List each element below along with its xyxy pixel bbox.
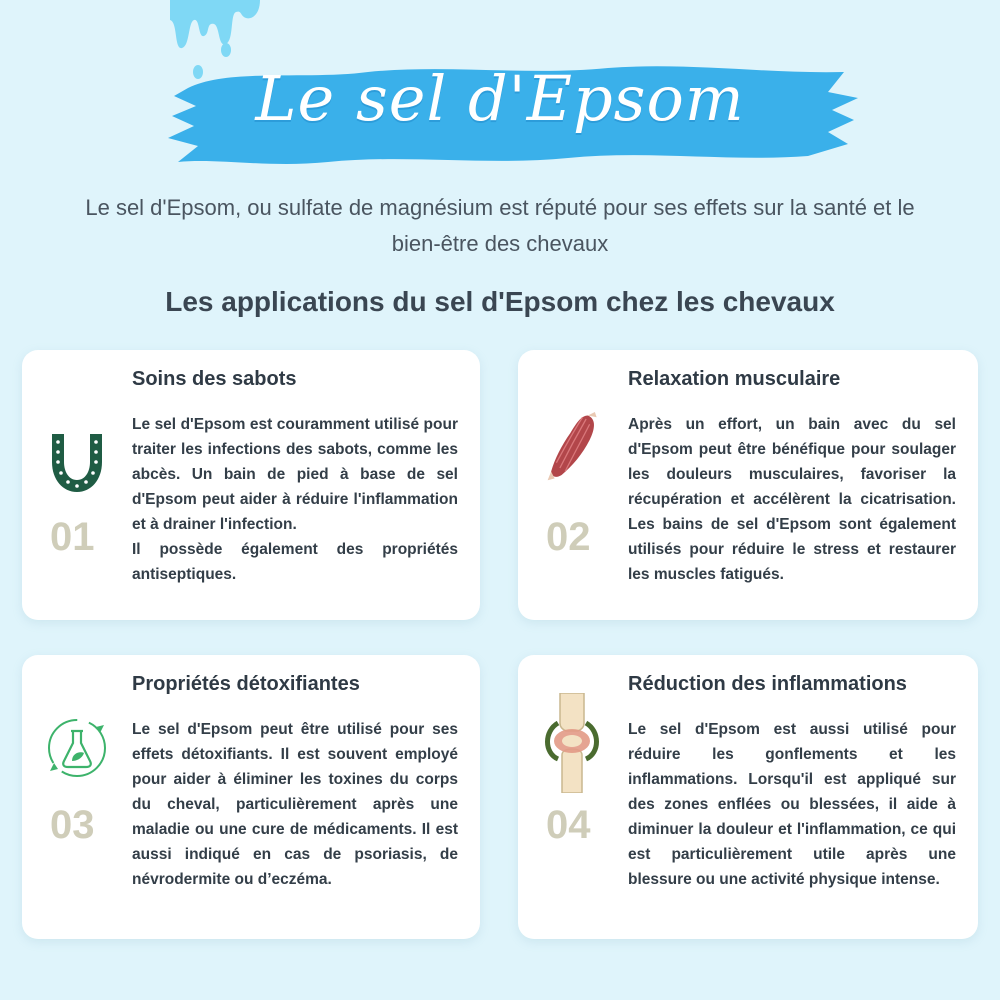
card-text: Après un effort, un bain avec du sel d'Epsom peut être bénéfique pour soulager les douleurs musculaires, favoriser la récupération et accélèrent la cicatrisation. Les bains de sel d'Epsom sont également utilisés pour réduire le stress et restaurer les muscles fatigués. <box>628 416 956 583</box>
section-title: Les applications du sel d'Epsom chez les chevaux <box>165 286 835 317</box>
card-number: 02 <box>546 515 591 559</box>
card-muscle-relaxation <box>518 350 978 620</box>
subtitle: Le sel d'Epsom, ou sulfate de magnésium est réputé pour ses effets sur la santé et le bien-être des chevaux <box>85 195 915 256</box>
card-number: 04 <box>546 803 591 847</box>
page-title: Le sel d'Epsom <box>255 62 745 135</box>
card-text: Le sel d'Epsom est couramment utilisé pour traiter les infections des sabots, comme les abcès. Un bain de pied à base de sel d'Epsom peut aider à réduire l'inflammation et à drainer l'infection. Il possède également des propriétés antiseptiques. <box>132 416 458 583</box>
card-number: 03 <box>50 803 95 847</box>
card-title: Propriétés détoxifiantes <box>132 673 360 695</box>
card-text: Le sel d'Epsom peut être utilisé pour ses effets détoxifiants. Il est souvent employé pour aider à éliminer les toxines du corps du cheval, particulièrement après une maladie ou une cure de médicaments. Il est aussi indiqué en cas de psoriasis, de névrodermite ou d’eczéma. <box>132 721 458 888</box>
card-title: Relaxation musculaire <box>628 368 841 390</box>
card-detox <box>22 655 480 939</box>
muscle-icon <box>538 412 608 482</box>
card-title: Réduction des inflammations <box>628 673 907 695</box>
horseshoe-icon <box>42 428 112 498</box>
card-text: Le sel d'Epsom est aussi utilisé pour réduire les gonflements et les inflammations. Lorsqu'il est appliqué sur des zones enflées ou blessées, il aide à diminuer la douleur et l'inflammation, ce qui est particulièrement utile après une blessure ou une activité physique intense. <box>628 721 956 888</box>
card-number: 01 <box>50 515 95 559</box>
card-title: Soins des sabots <box>132 368 297 390</box>
joint-icon <box>538 693 608 793</box>
card-hoof-care <box>22 350 480 620</box>
detox-flask-icon <box>42 713 112 783</box>
card-inflammation <box>518 655 978 939</box>
